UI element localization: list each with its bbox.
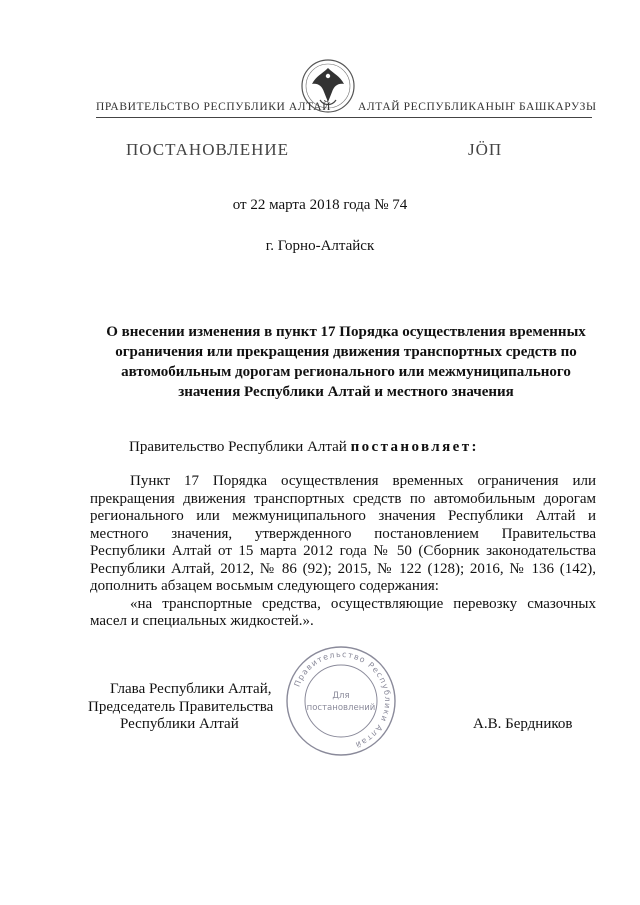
document-title: О внесении изменения в пункт 17 Порядка осуществления временных ограничения или прекращения движения транспортных средств по автомобильным дорогам регионального или межмуниципального значения Республики Алтай и местного значения [106,324,586,400]
body-paragraph: Пункт 17 Порядка осуществления временных ограничения или прекращения движения транспортных средств по автомобильным дорогам регионального или межмуниципального значения Республики Алтай и местного значения, утвержденного постановлением Правительства Республики Алтай от 15 марта 2012 года № 50 (Сборник законодательства Республики Алтай, 2012, № 86 (92); 2015, № 122 (128); 2016, № 136 (142), дополнить абзацем восьмым следующего содержания: [90,473,596,594]
document-city: г. Горно-Алтайск [265,238,375,254]
document-body [90,473,596,631]
signatory-title [88,681,274,734]
org-name-ru: ПРАВИТЕЛЬСТВО РЕСПУБЛИКИ АЛТАЙ [96,101,332,113]
signatory-line: Республики Алтай [120,716,239,732]
decree-prefix: Правительство Республики Алтай [129,439,347,455]
signatory-line: Глава Республики Алтай, [110,681,272,697]
header-divider [96,117,592,118]
document-date: от 22 марта 2018 года № 74 [232,197,408,213]
body-paragraph: «на транспортные средства, осуществляющие перевозку смазочных масел и специальных жидкостей.». [90,595,596,629]
signatory-line: Председатель Правительства [88,698,274,715]
stamp-outer-text: Правительство Республики Алтай [292,649,393,750]
decree-statement [129,439,479,456]
signatory-name: А.В. Бердников [473,716,573,732]
org-name-altai: АЛТАЙ РЕСПУБЛИКАНЫҤ БАШКАРУЗЫ [358,101,597,113]
decree-verb: постановляет: [350,439,479,455]
stamp-center-line: постановлений [306,703,376,713]
doc-type-ru: ПОСТАНОВЛЕНИЕ [126,140,290,159]
stamp-center-line: Для [332,691,350,701]
official-stamp [284,644,398,758]
doc-type-altai: ЈӦП [468,140,503,159]
